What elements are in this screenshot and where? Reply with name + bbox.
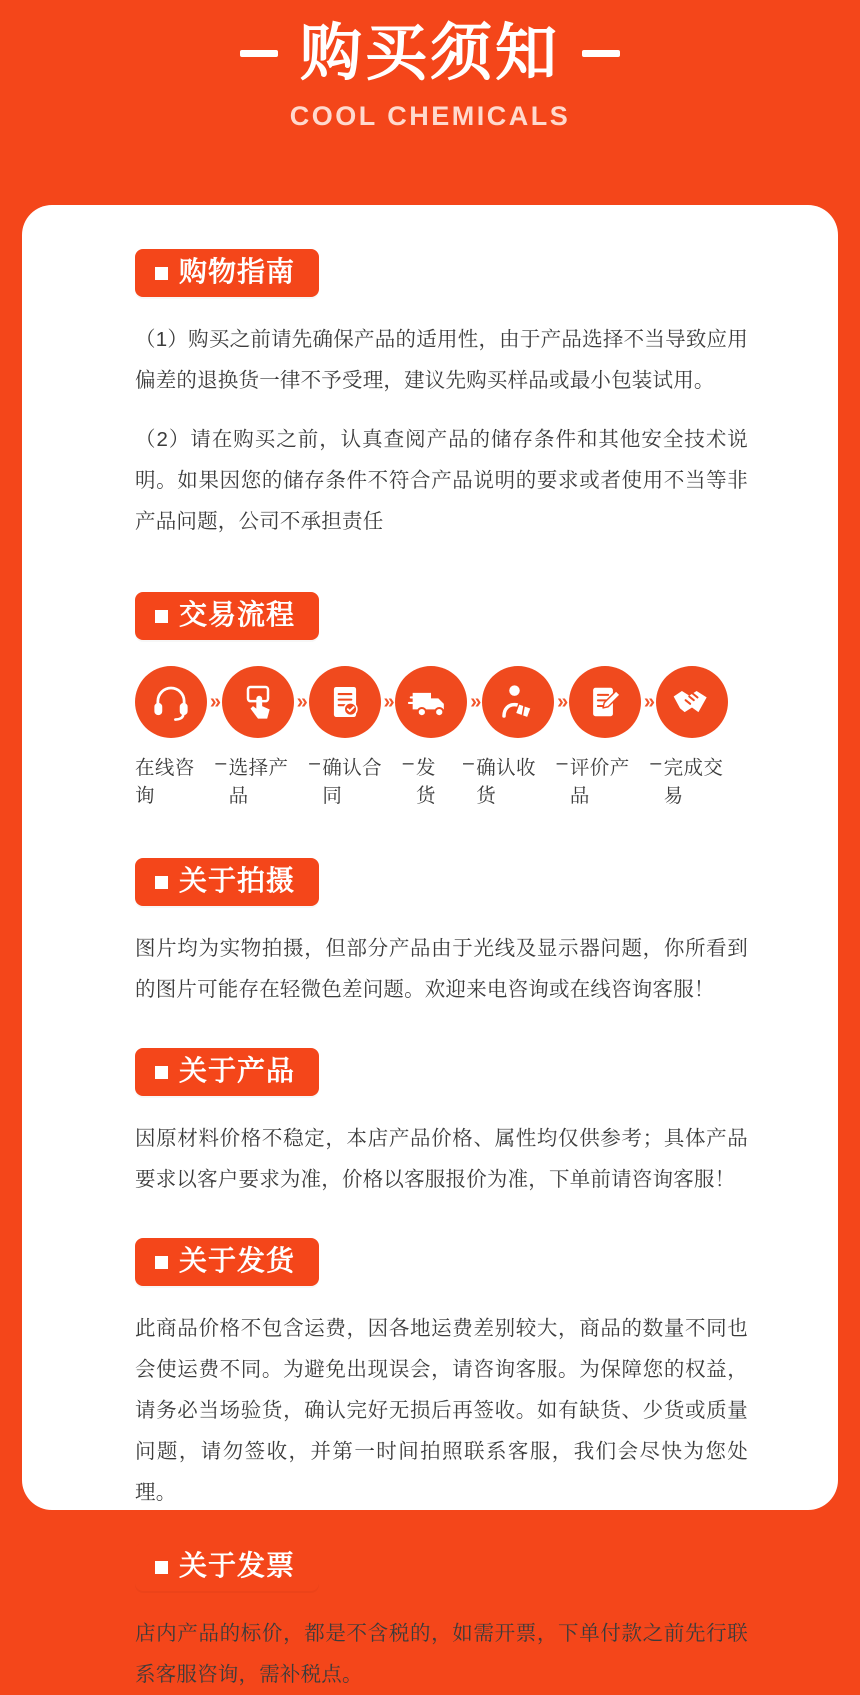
section-body-about-invoice <box>22 1613 838 1695</box>
section-title: 关于产品 <box>179 1055 296 1086</box>
tap-hand-icon <box>222 666 294 738</box>
section-heading-shopping-guide <box>135 249 319 297</box>
section-title: 关于发票 <box>179 1550 296 1581</box>
flow-separator: – <box>402 752 415 774</box>
chevron-right-icon: » <box>470 690 480 713</box>
flow-separator: – <box>556 752 568 774</box>
paragraph: 因原材料价格不稳定，本店产品价格、属性均仅供参考；具体产品要求以客户要求为准，价格以客服报价为准，下单前请咨询客服！ <box>135 1127 748 1191</box>
left-dash-icon <box>240 50 278 57</box>
section-title: 关于发货 <box>179 1245 296 1276</box>
section-title: 关于拍摄 <box>179 865 296 896</box>
paragraph: 图片均为实物拍摄，但部分产品由于光线及显示器问题，你所看到的图片可能存在轻微色差问题。欢迎来电咨询或在线咨询客服！ <box>135 937 748 1001</box>
flow-step-label: 评价产品 <box>569 757 630 807</box>
square-bullet-icon <box>155 610 168 623</box>
review-pen-icon <box>569 666 641 738</box>
section-title: 购物指南 <box>179 256 296 287</box>
page-title: 购买须知 <box>299 19 560 88</box>
flow-step-label: 完成交易 <box>663 757 724 807</box>
square-bullet-icon <box>155 876 168 889</box>
square-bullet-icon <box>155 1561 168 1574</box>
handshake-icon <box>656 666 728 738</box>
paragraph: （1）购买之前请先确保产品的适用性，由于产品选择不当导致应用偏差的退换货一律不予受理，建议先购买样品或最小包装试用。 <box>135 328 748 392</box>
right-dash-icon <box>582 50 620 57</box>
section-heading-about-product <box>135 1048 319 1096</box>
chevron-right-icon: » <box>209 690 219 713</box>
section-body-about-photos <box>22 928 838 1010</box>
paragraph: 此商品价格不包含运费，因各地运费差别较大，商品的数量不同也会使运费不同。为避免出现误会，请咨询客服。为保障您的权益，请务必当场验货，确认完好无损后再签收。如有缺货、少货或质量问题，请勿签收，并第一时间拍照联系客服，我们会尽快为您处理。 <box>135 1317 748 1504</box>
section-title: 交易流程 <box>179 599 296 630</box>
section-heading-about-shipping <box>135 1238 319 1286</box>
chevron-right-icon: » <box>643 690 654 713</box>
section-body-about-product <box>22 1118 838 1200</box>
flow-step-label: 在线咨询 <box>135 757 195 807</box>
square-bullet-icon <box>155 1256 168 1269</box>
contract-check-icon <box>309 666 381 738</box>
square-bullet-icon <box>155 267 168 280</box>
section-body-about-shipping <box>22 1308 838 1513</box>
flow-separator: – <box>215 752 227 774</box>
section-heading-about-photos <box>135 858 319 906</box>
section-heading-transaction-flow <box>135 592 319 640</box>
page-header <box>0 0 860 132</box>
receive-parcel-icon <box>482 666 554 738</box>
flow-step-label: 发 货 <box>416 757 436 807</box>
square-bullet-icon <box>155 1066 168 1079</box>
chevron-right-icon: » <box>557 690 567 713</box>
chevron-right-icon: » <box>383 690 393 713</box>
section-body-shopping-guide <box>22 319 838 542</box>
paragraph: （2）请在购买之前，认真查阅产品的储存条件和其他安全技术说明。如果因您的储存条件不符合产品说明的要求或者使用不当等非产品问题，公司不承担责任 <box>135 428 748 533</box>
paragraph: 店内产品的标价，都是不含税的，如需开票，下单付款之前先行联系客服咨询，需补税点。 <box>135 1622 748 1686</box>
headset-icon <box>135 666 207 738</box>
transaction-flow-labels <box>22 752 838 808</box>
section-heading-about-invoice <box>135 1543 319 1591</box>
header-title-row <box>0 18 860 89</box>
flow-separator: – <box>309 752 321 774</box>
flow-separator: – <box>462 752 475 774</box>
flow-separator: – <box>650 752 662 774</box>
flow-step-label: 确认合同 <box>322 757 383 807</box>
flow-step-label: 选择产品 <box>228 757 289 807</box>
page-subtitle: COOL CHEMICALS <box>289 101 571 132</box>
transaction-flow-icons <box>22 666 838 738</box>
content-card <box>22 205 838 1686</box>
flow-step-label: 确认收货 <box>476 757 536 807</box>
delivery-truck-icon <box>395 666 467 738</box>
chevron-right-icon: » <box>296 690 306 713</box>
